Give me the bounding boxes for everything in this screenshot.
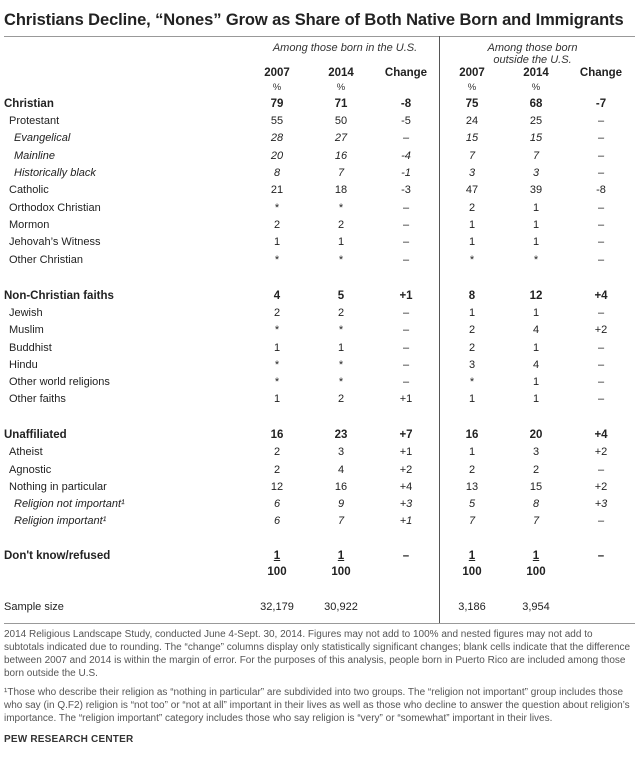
table-cell: – — [597, 202, 605, 214]
top-rule — [4, 36, 635, 37]
row-label: Protestant — [9, 115, 60, 127]
table-cell: 2 — [468, 202, 476, 214]
table-row — [0, 236, 639, 253]
table-row — [0, 566, 639, 583]
table-cell: 16 — [334, 481, 348, 493]
table-row — [0, 184, 639, 201]
table-cell: 25 — [529, 115, 543, 127]
table-cell: +2 — [594, 324, 608, 336]
table-cell: 13 — [465, 481, 479, 493]
table-cell: 1 — [468, 307, 476, 319]
table-cell: 2 — [273, 446, 281, 458]
table-cell: 7 — [468, 515, 476, 527]
table-cell: 27 — [334, 132, 348, 144]
table-row — [0, 359, 639, 376]
table-cell: * — [338, 254, 344, 266]
row-label: Hindu — [9, 359, 38, 371]
table-cell: * — [274, 359, 280, 371]
table-cell: 75 — [465, 98, 479, 110]
table-cell: 2 — [273, 464, 281, 476]
table-cell: 16 — [334, 150, 348, 162]
table-cell: 8 — [532, 498, 540, 510]
table-cell: -8 — [400, 98, 412, 110]
table-cell: +1 — [399, 393, 413, 405]
table-cell: – — [597, 132, 605, 144]
table-cell: 68 — [529, 98, 543, 110]
table-cell: * — [274, 376, 280, 388]
table-cell: +2 — [594, 446, 608, 458]
table-row — [0, 307, 639, 324]
table-cell: * — [274, 202, 280, 214]
table-cell: -5 — [401, 115, 411, 127]
table-cell: 1 — [337, 550, 345, 562]
table-cell: 4 — [532, 359, 540, 371]
table-cell: – — [597, 150, 605, 162]
table-cell: – — [402, 324, 410, 336]
table-cell: 2 — [273, 219, 281, 231]
table-cell: * — [338, 202, 344, 214]
table-cell: 1 — [468, 550, 476, 562]
row-label: Jewish — [9, 307, 43, 319]
table-cell: – — [597, 219, 605, 231]
table-cell: 4 — [532, 324, 540, 336]
table-row — [0, 515, 639, 532]
table-cell: 20 — [529, 429, 543, 441]
table-cell: 9 — [337, 498, 345, 510]
row-label: Catholic — [9, 184, 49, 196]
table-cell: * — [469, 254, 475, 266]
table-cell: * — [469, 376, 475, 388]
table-cell: 39 — [529, 184, 543, 196]
row-label: Other Christian — [9, 254, 83, 266]
table-cell: 23 — [334, 429, 348, 441]
table-cell: 1 — [273, 393, 281, 405]
table-row — [0, 601, 639, 618]
table-cell: – — [597, 115, 605, 127]
table-cell: 21 — [270, 184, 284, 196]
table-cell: 32,179 — [260, 601, 294, 613]
table-cell: – — [597, 342, 605, 354]
methodology-note: 2014 Religious Landscape Study, conducted June 4-Sept. 30, 2014. Figures may not add to 100% and nested figures may not add to subtotals indicated due to rounding. The “change” columns display only statistically significant changes; blank cells indicate that the difference between 2007 and 2014 is within the margin of error. For the purposes of this analysis, people born in Puerto Rico are included among those born outside the U.S. — [4, 629, 631, 679]
table-row — [0, 498, 639, 515]
table-cell: 3 — [337, 446, 345, 458]
table-cell: 7 — [532, 515, 540, 527]
table-cell: – — [597, 167, 605, 179]
table-cell: +2 — [399, 464, 413, 476]
table-row — [0, 254, 639, 271]
table-cell: 100 — [526, 566, 546, 578]
table-cell: – — [597, 376, 605, 388]
table-row — [0, 342, 639, 359]
table-row — [0, 550, 639, 567]
table-cell: – — [402, 550, 410, 562]
row-label: Nothing in particular — [9, 481, 107, 493]
table-cell: 47 — [465, 184, 479, 196]
table-cell: – — [597, 464, 605, 476]
table-row — [0, 150, 639, 167]
col-header-2007-outside: 2007 — [459, 67, 485, 79]
table-cell: -7 — [595, 98, 607, 110]
table-cell: +3 — [399, 498, 413, 510]
table-cell: – — [402, 202, 410, 214]
col-header-2014-us: 2014 — [328, 67, 354, 79]
table-cell: 1 — [532, 219, 540, 231]
table-cell: * — [338, 359, 344, 371]
col-header-2007-us: 2007 — [264, 67, 290, 79]
table-cell: 1 — [337, 236, 345, 248]
table-cell: 71 — [334, 98, 348, 110]
col-header-change-us: Change — [384, 67, 428, 79]
table-cell: -1 — [401, 167, 411, 179]
table-cell: 1 — [273, 342, 281, 354]
row-label: Evangelical — [14, 132, 71, 144]
table-cell: 2 — [468, 464, 476, 476]
table-cell: – — [597, 359, 605, 371]
table-cell: 2 — [337, 307, 345, 319]
table-row — [0, 167, 639, 184]
table-cell: 1 — [468, 393, 476, 405]
pct-label: % — [531, 82, 541, 93]
table-cell: 30,922 — [324, 601, 358, 613]
table-cell: 3 — [532, 446, 540, 458]
row-label: Buddhist — [9, 342, 52, 354]
table-cell: 7 — [532, 150, 540, 162]
table-cell: – — [597, 515, 605, 527]
table-cell: 3 — [468, 359, 476, 371]
table-cell: 1 — [337, 342, 345, 354]
table-cell: +4 — [594, 290, 608, 302]
table-cell: 1 — [532, 202, 540, 214]
row-label: Mormon — [9, 219, 50, 231]
table-cell: 2 — [273, 307, 281, 319]
row-label: Religion not important¹ — [14, 498, 125, 510]
table-cell: – — [402, 254, 410, 266]
table-cell: * — [533, 254, 539, 266]
table-cell: – — [402, 376, 410, 388]
table-cell: * — [274, 254, 280, 266]
table-cell: 100 — [267, 566, 287, 578]
table-cell: 15 — [465, 132, 479, 144]
group-header-us: Among those born in the U.S. — [272, 42, 418, 54]
table-row — [0, 98, 639, 115]
group-header-outside: Among those born outside the U.S. — [487, 42, 578, 66]
table-cell: 7 — [337, 515, 345, 527]
col-header-2014-outside: 2014 — [523, 67, 549, 79]
table-row — [0, 290, 639, 307]
table-cell: 2 — [337, 393, 345, 405]
table-cell: 3 — [468, 167, 476, 179]
table-cell: 100 — [462, 566, 482, 578]
table-cell: -3 — [401, 184, 411, 196]
table-row — [0, 219, 639, 236]
table-cell: 3,186 — [458, 601, 486, 613]
table-cell: 1 — [273, 236, 281, 248]
table-cell: 1 — [532, 236, 540, 248]
page-title: Christians Decline, “Nones” Grow as Share of Both Native Born and Immigrants — [4, 11, 624, 29]
row-label: Sample size — [4, 601, 64, 613]
table-cell: 16 — [465, 429, 479, 441]
row-label: Non-Christian faiths — [4, 290, 114, 302]
table-cell: 100 — [331, 566, 351, 578]
table-cell: 18 — [334, 184, 348, 196]
row-label: Jehovah’s Witness — [9, 236, 101, 248]
table-row — [0, 464, 639, 481]
table-cell: 5 — [468, 498, 476, 510]
table-cell: 2 — [532, 464, 540, 476]
table-cell: 7 — [468, 150, 476, 162]
table-cell: +2 — [594, 481, 608, 493]
table-cell: 8 — [273, 167, 281, 179]
bottom-rule — [4, 623, 635, 624]
table-row — [0, 429, 639, 446]
table-cell: 1 — [273, 550, 281, 562]
table-cell: -4 — [401, 150, 411, 162]
row-label: Muslim — [9, 324, 44, 336]
table-row — [0, 393, 639, 410]
table-row — [0, 202, 639, 219]
table-cell: – — [402, 219, 410, 231]
table-cell: 2 — [468, 342, 476, 354]
table-cell: 8 — [468, 290, 476, 302]
table-cell: 4 — [273, 290, 281, 302]
table-cell: 1 — [468, 446, 476, 458]
table-row — [0, 132, 639, 149]
table-row — [0, 446, 639, 463]
table-cell: – — [597, 393, 605, 405]
table-cell: 6 — [273, 515, 281, 527]
table-cell: 2 — [468, 324, 476, 336]
row-label: Agnostic — [9, 464, 52, 476]
table-cell: – — [402, 342, 410, 354]
table-cell: 1 — [532, 550, 540, 562]
table-cell: – — [402, 307, 410, 319]
table-cell: 1 — [468, 219, 476, 231]
table-cell: 5 — [337, 290, 345, 302]
table-cell: 16 — [270, 429, 284, 441]
table-cell: 1 — [532, 342, 540, 354]
row-label: Other world religions — [9, 376, 110, 388]
row-label: Historically black — [14, 167, 96, 179]
table-cell: +7 — [399, 429, 413, 441]
col-header-change-outside: Change — [579, 67, 623, 79]
table-cell: – — [597, 550, 605, 562]
table-cell: 3 — [532, 167, 540, 179]
table-row — [0, 324, 639, 341]
source-credit: PEW RESEARCH CENTER — [4, 734, 134, 745]
table-cell: 4 — [337, 464, 345, 476]
pct-label: % — [467, 82, 477, 93]
table-cell: 20 — [270, 150, 284, 162]
table-cell: 50 — [334, 115, 348, 127]
table-cell: +1 — [399, 446, 413, 458]
table-cell: 3,954 — [522, 601, 550, 613]
pct-label: % — [336, 82, 346, 93]
table-row — [0, 376, 639, 393]
table-cell: 6 — [273, 498, 281, 510]
table-row — [0, 115, 639, 132]
row-label: Don't know/refused — [4, 550, 111, 562]
table-cell: 1 — [532, 307, 540, 319]
table-row — [0, 481, 639, 498]
table-cell: – — [597, 254, 605, 266]
table-cell: 55 — [270, 115, 284, 127]
table-cell: 7 — [337, 167, 345, 179]
table-cell: 15 — [529, 132, 543, 144]
row-label: Unaffiliated — [4, 429, 67, 441]
table-cell: +1 — [399, 290, 413, 302]
table-cell: 1 — [532, 376, 540, 388]
footnote: ¹Those who describe their religion as “nothing in particular” are subdivided into two groups. The “religion not important” group includes those who say (in Q.F2) religion is “not too” or “not at all” important in their lives as well as those who decline to answer the question about religion’s importance. The “religion important” category includes those who say religion is “very” or “somewhat” important in their lives. — [4, 687, 630, 724]
table-cell: +4 — [399, 481, 413, 493]
table-cell: +4 — [594, 429, 608, 441]
row-label: Other faiths — [9, 393, 66, 405]
row-label: Atheist — [9, 446, 43, 458]
table-cell: 12 — [529, 290, 543, 302]
row-label: Mainline — [14, 150, 55, 162]
table-cell: +1 — [399, 515, 413, 527]
table-cell: * — [274, 324, 280, 336]
table-cell: – — [597, 307, 605, 319]
table-cell: * — [338, 376, 344, 388]
table-cell: – — [597, 236, 605, 248]
table-cell: 15 — [529, 481, 543, 493]
table-cell: +3 — [594, 498, 608, 510]
table-cell: – — [402, 236, 410, 248]
table-cell: – — [402, 359, 410, 371]
table-cell: 24 — [465, 115, 479, 127]
table-cell: – — [402, 132, 410, 144]
row-label: Religion important¹ — [14, 515, 107, 527]
row-label: Christian — [4, 98, 54, 110]
row-label: Orthodox Christian — [9, 202, 101, 214]
table-cell: -8 — [596, 184, 606, 196]
table-cell: 1 — [532, 393, 540, 405]
table-cell: 2 — [337, 219, 345, 231]
table-cell: 28 — [270, 132, 284, 144]
pct-label: % — [272, 82, 282, 93]
table-cell: 12 — [270, 481, 284, 493]
table-cell: 1 — [468, 236, 476, 248]
table-cell: * — [338, 324, 344, 336]
table-cell: 79 — [270, 98, 284, 110]
